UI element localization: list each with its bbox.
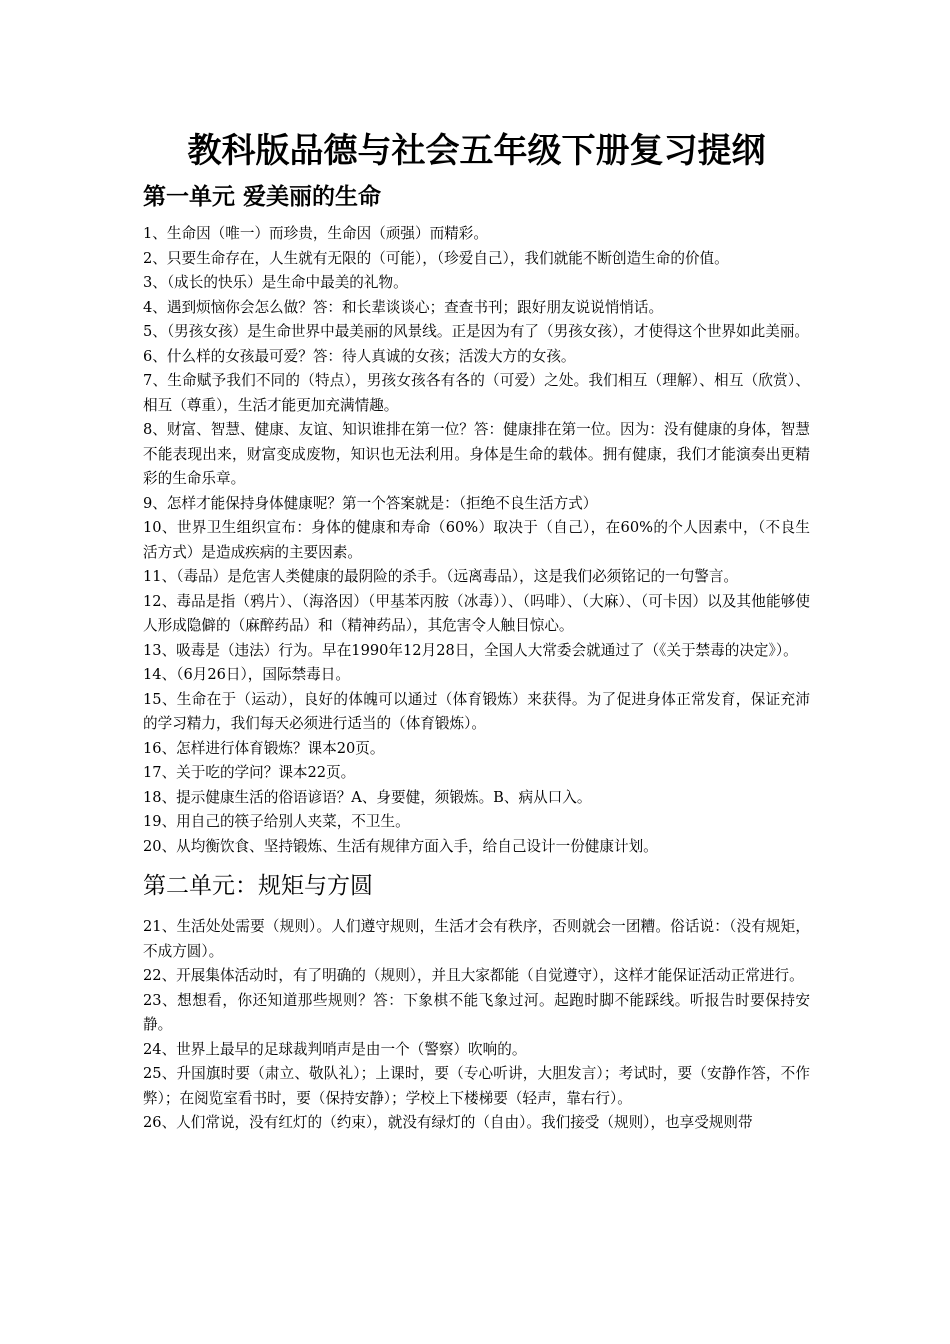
- list-item: 7、生命赋予我们不同的（特点），男孩女孩各有各的（可爱）之处。我们相互（理解）、相互（欣赏）、相互（尊重），生活才能更加充满情趣。: [143, 372, 810, 414]
- list-item: 11、（毒品）是危害人类健康的最阴险的杀手。（远离毒品），这是我们必须铭记的一句警言。: [143, 568, 739, 585]
- list-item: 20、从均衡饮食、坚持锻炼、生活有规律方面入手，给自己设计一份健康计划。: [143, 837, 658, 855]
- list-item: 15、生命在于（运动），良好的体魄可以通过（体育锻炼）来获得。为了促进身体正常发育，保证充沛的学习精力，我们每天必须进行适当的（体育锻炼）。: [143, 690, 810, 732]
- list-item: 2、只要生命存在，人生就有无限的（可能），（珍爱自己），我们就能不断创造生命的价值。: [143, 249, 729, 267]
- list-item: 22、开展集体活动时，有了明确的（规则），并且大家都能（自觉遵守），这样才能保证活动正常进行。: [143, 967, 804, 984]
- list-item: 23、想想看，你还知道那些规则？答：下象棋不能飞象过河。起跑时脚不能踩线。听报告时要保持安静。: [143, 991, 810, 1033]
- list-item: 1、生命因（唯一）而珍贵，生命因（顽强）而精彩。: [143, 225, 488, 242]
- list-item: 24、世界上最早的足球裁判哨声是由一个（警察）吹响的。: [143, 1040, 527, 1058]
- list-item: 10、世界卫生组织宣布：身体的健康和寿命（60%）取决于（自己），在60%的个人因素中，（不良生活方式）是造成疾病的主要因素。: [143, 519, 810, 561]
- list-item: 19、用自己的筷子给别人夹菜，不卫生。: [143, 813, 410, 830]
- unit-heading: 第二单元：规矩与方圆: [143, 873, 373, 899]
- list-item: 5、（男孩女孩）是生命世界中最美丽的风景线。正是因为有了（男孩女孩），才使得这个世界如此美丽。: [143, 323, 810, 340]
- list-item: 8、财富、智慧、健康、友谊、知识谁排在第一位？答：健康排在第一位。因为：没有健康的身体，智慧不能表现出来，财富变成废物，知识也无法利用。身体是生命的载体。拥有健康，我们才能演奏出更精彩的生命乐章。: [143, 421, 810, 487]
- list-item: 3、（成长的快乐）是生命中最美的礼物。: [143, 274, 408, 291]
- list-item: 17、关于吃的学问？课本22页。: [143, 764, 356, 781]
- list-item: 21、生活处处需要（规则）。人们遵守规则，生活才会有秩序，否则就会一团糟。俗话说：（没有规矩，不成方圆）。: [143, 918, 810, 960]
- list-item: 13、吸毒是（违法）行为。早在1990年12月28日，全国人大常委会就通过了（《关于禁毒的决定》）。: [143, 641, 798, 659]
- unit-section-2: [143, 869, 810, 1136]
- list-item: 12、毒品是指（鸦片）、（海洛因）（甲基苯丙胺（冰毒））、（吗啡）、（大麻）、（可卡因）以及其他能够使人形成隐僻的（麻醉药品）和（精神药品），其危害令人触目惊心。: [143, 592, 810, 634]
- document-title: 教科版品德与社会五年级下册复习提纲: [187, 131, 766, 171]
- list-item: 25、升国旗时要（肃立、敬队礼）；上课时，要（专心听讲，大胆发言）；考试时，要（安静作答，不作弊）；在阅览室看书时，要（保持安静）；学校上下楼梯要（轻声，靠右行）。: [143, 1065, 810, 1107]
- unit-section-1: [143, 180, 810, 859]
- list-item: 26、人们常说，没有红灯的（约束），就没有绿灯的（自由）。我们接受（规则），也享受规则带: [143, 1114, 753, 1131]
- list-item: 6、什么样的女孩最可爱？答：待人真诚的女孩；活泼大方的女孩。: [143, 347, 576, 365]
- list-item: 18、提示健康生活的俗语谚语？A、身要健，须锻炼。B、病从口入。: [143, 788, 592, 806]
- list-item: 9、怎样才能保持身体健康呢？第一个答案就是：（拒绝不良生活方式）: [143, 494, 598, 512]
- list-item: 16、怎样进行体育锻炼？课本20页。: [143, 739, 385, 757]
- document-page: [143, 122, 810, 1136]
- unit-heading: 第一单元 爱美丽的生命: [143, 183, 382, 210]
- list-item: 14、（6月26日），国际禁毒日。: [143, 666, 350, 683]
- list-item: 4、遇到烦恼你会怎么做？答：和长辈谈谈心；查查书刊；跟好朋友说说悄悄话。: [143, 298, 664, 316]
